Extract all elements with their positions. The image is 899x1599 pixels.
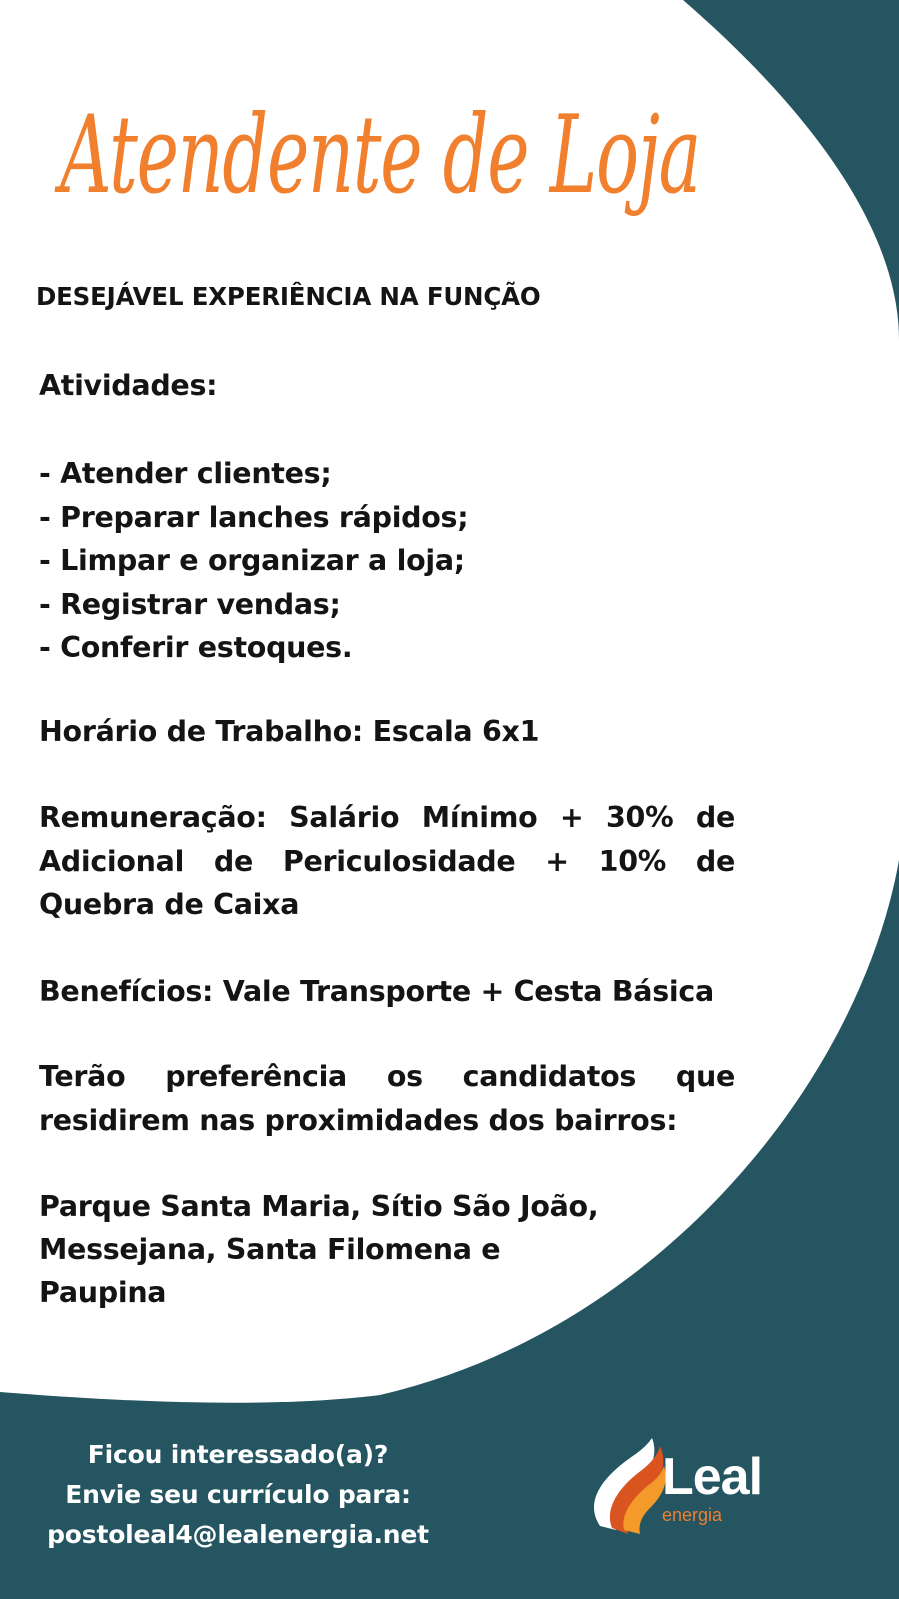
logo-subtitle: energia bbox=[662, 1505, 723, 1525]
activities-heading: Atividades: bbox=[39, 369, 218, 402]
activities-list bbox=[39, 452, 468, 670]
requirement-headline: DESEJÁVEL EXPERIÊNCIA NA FUNÇÃO bbox=[36, 282, 541, 311]
contact-question: Ficou interessado(a)? bbox=[87, 1440, 389, 1469]
list-item: - Limpar e organizar a loja; bbox=[39, 544, 465, 577]
preference-text: Terão preferência os candidatos que residirem nas proximidades dos bairros: bbox=[39, 1060, 735, 1137]
logo-wordmark: Leal bbox=[662, 1448, 763, 1506]
contact-info bbox=[28, 1435, 448, 1555]
schedule-text: Horário de Trabalho: Escala 6x1 bbox=[39, 715, 540, 748]
title-text: Atendente de Loja bbox=[54, 93, 700, 218]
flame-icon bbox=[594, 1438, 666, 1534]
contact-instruction: Envie seu currículo para: bbox=[65, 1480, 411, 1509]
page-title bbox=[40, 40, 720, 260]
neighborhoods-line: Messejana, Santa Filomena e bbox=[39, 1233, 501, 1266]
neighborhoods-line: Parque Santa Maria, Sítio São João, bbox=[39, 1190, 599, 1223]
leal-energia-logo bbox=[590, 1438, 840, 1538]
list-item: - Atender clientes; bbox=[39, 457, 332, 490]
list-item: - Conferir estoques. bbox=[39, 631, 353, 664]
contact-email[interactable]: postoleal4@lealenergia.net bbox=[47, 1520, 429, 1549]
benefits-text: Benefícios: Vale Transporte + Cesta Básica bbox=[39, 975, 714, 1008]
list-item: - Registrar vendas; bbox=[39, 587, 341, 621]
list-item: - Preparar lanches rápidos; bbox=[39, 500, 469, 534]
neighborhoods-line: Paupina bbox=[39, 1276, 167, 1309]
pay-text: Remuneração: Salário Mínimo + 30% de Adicional de Periculosidade + 10% de Quebra de Caixa bbox=[39, 801, 735, 921]
